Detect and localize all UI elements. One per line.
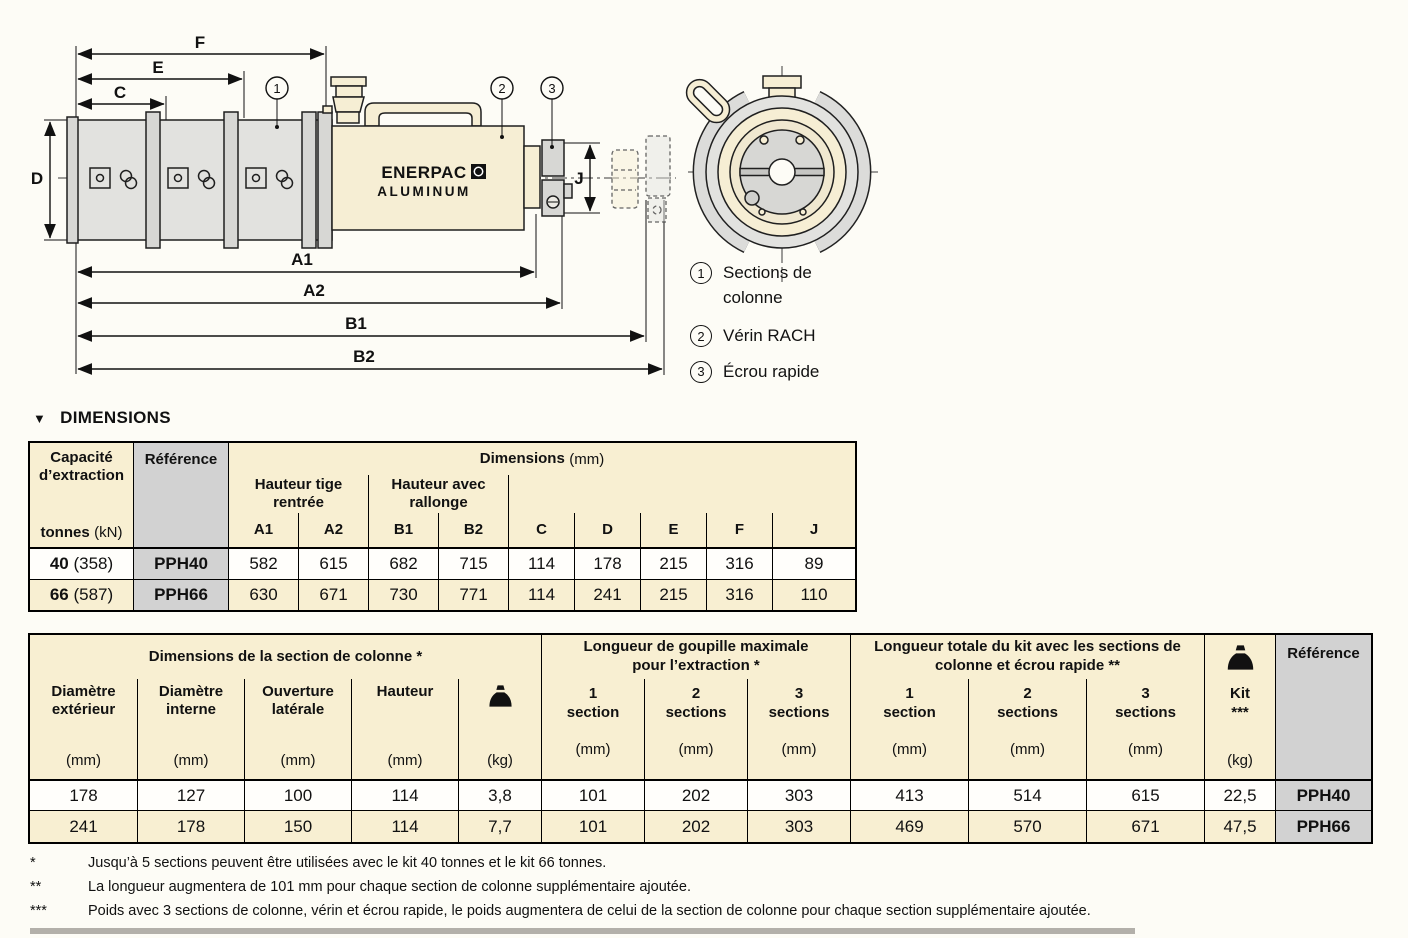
header-spacer <box>508 475 855 513</box>
value-cell: 100 <box>244 779 351 810</box>
unit-cell: (kg) <box>458 741 541 779</box>
unit-cell: (mm) <box>351 741 458 779</box>
reference-cell: PPH66 <box>1275 810 1371 842</box>
value-cell: 303 <box>747 779 850 810</box>
col-letter: A2 <box>298 513 368 547</box>
dim-label-c: C <box>113 83 127 102</box>
footnote-symbol: * <box>30 855 36 871</box>
value-cell: 202 <box>644 810 747 842</box>
material-text: ALUMINUM <box>377 184 471 199</box>
dim-label-a2: A2 <box>303 281 325 300</box>
value-cell: 101 <box>541 810 644 842</box>
section-heading <box>33 408 171 428</box>
reference-header-cell: Référence <box>133 443 228 547</box>
unit-cell: (mm) <box>850 741 968 779</box>
group1-title: Dimensions de la section de colonne * <box>148 648 423 665</box>
value-cell: 202 <box>644 779 747 810</box>
col-letter: D <box>574 513 640 547</box>
col-header: Ouverture latérale <box>244 679 351 741</box>
kit-table <box>28 633 1373 844</box>
unit-cell: (mm) <box>968 741 1086 779</box>
footnote <box>30 875 1091 899</box>
dim-label-d: D <box>30 169 44 188</box>
reference-header-cell: Référence <box>1275 635 1371 779</box>
col-header: Diamètre interne <box>137 679 244 741</box>
value-cell: 241 <box>30 810 137 842</box>
legend-label: Écrou rapide <box>723 361 820 381</box>
legend-label: Vérin RACH <box>723 326 816 346</box>
group2-title: Longueur de goupille maximale pour l’extraction * <box>541 635 850 679</box>
col-letter: E <box>640 513 706 547</box>
col-header: 2 sections <box>644 679 747 741</box>
value-cell: 47,5 <box>1204 810 1275 842</box>
dim-label-b1: B1 <box>345 314 367 333</box>
col-header: Diamètre extérieur <box>51 683 116 718</box>
footnote-text: Poids avec 3 sections de colonne, vérin et écrou rapide, le poids augmentera de celui de la section de colonne pour chaque section supplémentaire ajoutée. <box>88 903 1091 919</box>
legend-item-sections <box>690 261 850 310</box>
value-cell: 110 <box>772 579 855 610</box>
footnote-text: Jusqu’à 5 sections peuvent être utilisées avec le kit 40 tonnes et le kit 66 tonnes. <box>88 855 607 871</box>
capacity-cell: 66 (587) <box>30 579 133 610</box>
value-cell: 127 <box>137 779 244 810</box>
col-letter: J <box>772 513 855 547</box>
group-extension-header: Hauteur avec rallonge <box>368 475 508 513</box>
value-cell: 413 <box>850 779 968 810</box>
value-cell: 615 <box>1086 779 1204 810</box>
legend-item-cylinder <box>690 324 850 349</box>
callout-2: 2 <box>498 81 506 96</box>
reference-cell: PPH40 <box>1275 779 1371 810</box>
kit-col-header: Kit *** <box>1204 679 1275 741</box>
footnote-symbol: *** <box>30 903 47 919</box>
triangle-marker-icon: ▼ <box>33 410 47 426</box>
value-cell: 316 <box>706 547 772 579</box>
value-cell: 215 <box>640 579 706 610</box>
col-header: 3 sections <box>747 679 850 741</box>
unit-cell: (mm) <box>66 751 101 769</box>
value-cell: 178 <box>137 810 244 842</box>
brand-logo-icon <box>471 164 486 179</box>
section-title: DIMENSIONS <box>60 408 171 427</box>
legend-label: Sections de colonne <box>723 263 812 307</box>
value-cell: 570 <box>968 810 1086 842</box>
brand-text: ENERPAC <box>381 163 467 182</box>
dim-label-e: E <box>152 58 164 77</box>
value-cell: 22,5 <box>1204 779 1275 810</box>
kit-weight-header-cell <box>1204 635 1275 679</box>
value-cell: 215 <box>640 547 706 579</box>
value-cell: 514 <box>968 779 1086 810</box>
group-retracted-header: Hauteur tige rentrée <box>228 475 368 513</box>
value-cell: 114 <box>508 579 574 610</box>
value-cell: 303 <box>747 810 850 842</box>
value-cell: 7,7 <box>458 810 541 842</box>
value-cell: 715 <box>438 547 508 579</box>
dim-label-f: F <box>194 33 206 52</box>
footnote-text: La longueur augmentera de 101 mm pour chaque section de colonne supplémentaire ajoutée. <box>88 879 691 895</box>
weight-icon <box>1225 644 1256 671</box>
reference-cell: PPH66 <box>133 579 228 610</box>
dim-label-b2: B2 <box>353 347 375 366</box>
value-cell: 582 <box>228 547 298 579</box>
weight-header-cell <box>458 679 541 741</box>
value-cell: 671 <box>298 579 368 610</box>
page-footer-rule <box>30 928 1135 934</box>
value-cell: 114 <box>351 779 458 810</box>
footnote <box>30 851 1091 875</box>
footnote-symbol: ** <box>30 879 42 895</box>
col-header: 1 section <box>541 679 644 741</box>
value-cell: 615 <box>298 547 368 579</box>
value-cell: 241 <box>574 579 640 610</box>
unit-cell: (mm) <box>644 741 747 779</box>
dimensions-mm-header: Dimensions (mm) <box>228 443 855 475</box>
value-cell: 178 <box>30 779 137 810</box>
col-letter: B2 <box>438 513 508 547</box>
value-cell: 178 <box>574 547 640 579</box>
column-sections-drawing <box>67 112 332 248</box>
callout-3: 3 <box>548 81 556 96</box>
handle <box>365 103 481 126</box>
callout-badge-3: 3 <box>690 361 712 383</box>
unit-cell: (mm) <box>747 741 850 779</box>
col-letter: A1 <box>228 513 298 547</box>
value-cell: 101 <box>541 779 644 810</box>
value-cell: 316 <box>706 579 772 610</box>
capacity-title: Capacité d’extraction <box>38 449 125 484</box>
value-cell: 630 <box>228 579 298 610</box>
value-cell: 114 <box>508 547 574 579</box>
unit-cell: (mm) <box>541 741 644 779</box>
value-cell: 150 <box>244 810 351 842</box>
value-cell: 3,8 <box>458 779 541 810</box>
col-letter: F <box>706 513 772 547</box>
callout-badge-1: 1 <box>690 262 712 284</box>
legend-item-nut <box>690 360 850 385</box>
unit-cell: (mm) <box>137 741 244 779</box>
ghost-parts <box>612 136 670 222</box>
value-cell: 682 <box>368 547 438 579</box>
value-cell: 730 <box>368 579 438 610</box>
footnotes <box>30 851 1091 923</box>
value-cell: 771 <box>438 579 508 610</box>
unit-cell: (mm) <box>1086 741 1204 779</box>
value-cell: 671 <box>1086 810 1204 842</box>
col-header: 2 sections <box>968 679 1086 741</box>
unit-cell: (mm) <box>244 741 351 779</box>
cylinder-drawing <box>323 77 540 230</box>
value-cell: 89 <box>772 547 855 579</box>
capacity-cell: 40 (358) <box>30 547 133 579</box>
callout-badge-2: 2 <box>690 325 712 347</box>
unit-cell: (kg) <box>1204 741 1275 779</box>
col-header: Hauteur <box>351 679 458 741</box>
front-view-drawing <box>681 66 878 282</box>
dimensions-table <box>28 441 857 612</box>
weight-icon <box>487 684 514 708</box>
reference-cell: PPH40 <box>133 547 228 579</box>
col-letter: B1 <box>368 513 438 547</box>
dim-label-a1: A1 <box>291 250 313 269</box>
dim-label-j: J <box>574 169 584 188</box>
callout-1: 1 <box>273 81 281 96</box>
capacity-header-cell <box>30 443 133 547</box>
value-cell: 469 <box>850 810 968 842</box>
col-letter: C <box>508 513 574 547</box>
col-header: 1 section <box>850 679 968 741</box>
group3-title: Longueur totale du kit avec les sections de colonne et écrou rapide ** <box>850 635 1204 679</box>
capacity-units: tonnes (kN) <box>40 524 123 541</box>
col-header: 3 sections <box>1086 679 1204 741</box>
footnote <box>30 899 1091 923</box>
value-cell: 114 <box>351 810 458 842</box>
diagram-legend <box>690 261 850 396</box>
